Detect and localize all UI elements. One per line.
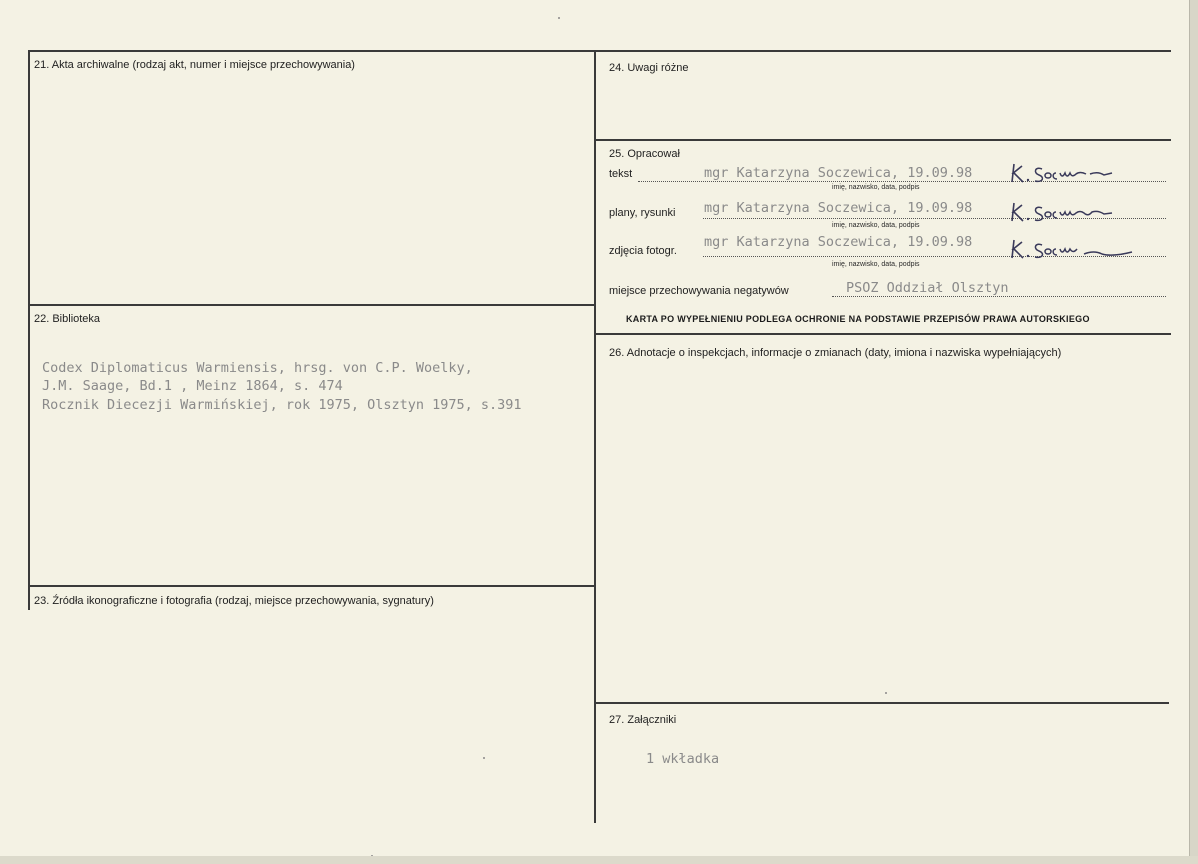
divider-26-27 [596,702,1169,704]
tekst-label: tekst [609,168,633,180]
section-24-label: 24. Uwagi różne [609,62,689,74]
signature-plany [1008,199,1123,225]
section-27-label: 27. Załączniki [609,714,677,726]
zdjecia-label: zdjęcia fotogr. [609,245,677,257]
paper-speck [558,17,560,19]
tekst-value: mgr Katarzyna Soczewica, 19.09.98 [704,165,973,181]
plany-caption: imię, nazwisko, data, podpis [832,222,920,229]
plany-label: plany, rysunki [609,207,676,219]
top-rule [30,50,1171,52]
divider-25-26 [596,333,1171,335]
signature-zdjecia [1008,234,1138,262]
tekst-caption: imię, nazwisko, data, podpis [832,184,920,191]
card-right-edge [1189,0,1198,864]
divider-24-25 [596,139,1171,141]
section-23-label: 23. Źródła ikonograficzne i fotografia (rodzaj, miejsce przechowywania, sygnatury) [34,595,434,607]
plany-value: mgr Katarzyna Soczewica, 19.09.98 [704,200,973,216]
attachments-value: 1 wkładka [646,751,720,767]
negatives-value: PSOZ Oddział Olsztyn [846,280,1009,296]
negatives-line [832,296,1166,297]
paper-speck [483,757,485,759]
section-26-label: 26. Adnotacje o inspekcjach, informacje o zmianach (daty, imiona i nazwiska wypełniających) [609,347,1062,359]
signature-tekst [1008,160,1118,186]
section-25-label: 25. Opracował [609,148,680,160]
section-21-label: 21. Akta archiwalne (rodzaj akt, numer i miejsce przechowywania) [34,59,355,71]
left-column-end [28,50,30,610]
section-22-label: 22. Biblioteka [34,313,101,325]
zdjecia-value: mgr Katarzyna Soczewica, 19.09.98 [704,234,973,250]
column-divider [594,50,596,823]
zdjecia-caption: imię, nazwisko, data, podpis [832,261,920,268]
negatives-label: miejsce przechowywania negatywów [609,285,789,297]
divider-22-23 [30,585,595,587]
copyright-notice: KARTA PO WYPEŁNIENIU PODLEGA OCHRONIE NA PODSTAWIE PRZEPISÓW PRAWA AUTORSKIEGO [626,314,1090,324]
bibliography-line-2: J.M. Saage, Bd.1 , Meinz 1864, s. 474 [42,378,343,394]
bibliography-line-3: Rocznik Diecezji Warmińskiej, rok 1975, Olsztyn 1975, s.391 [42,397,522,413]
bibliography-line-1: Codex Diplomaticus Warmiensis, hrsg. von C.P. Woelky, [42,360,473,376]
divider-21-22 [30,304,595,306]
paper-speck [885,692,887,694]
card-bottom-edge [0,856,1198,864]
